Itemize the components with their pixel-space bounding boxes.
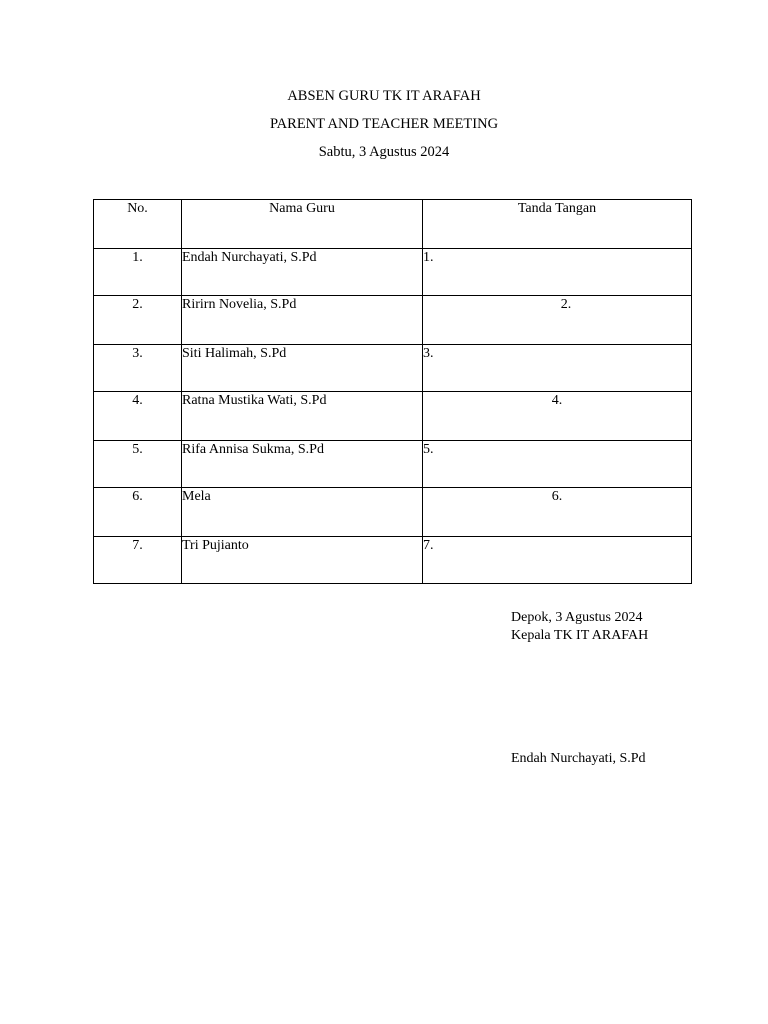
row-no: 4. xyxy=(94,392,182,441)
table-row xyxy=(94,488,692,537)
attendance-table xyxy=(93,199,692,584)
row-no: 3. xyxy=(94,345,182,392)
row-signature: 2. xyxy=(423,296,692,345)
row-name: Rifa Annisa Sukma, S.Pd xyxy=(182,441,423,488)
row-no: 6. xyxy=(94,488,182,537)
table-row xyxy=(94,296,692,345)
document-title: ABSEN GURU TK IT ARAFAH xyxy=(287,88,481,104)
row-signature: 6. xyxy=(423,488,692,537)
signature-signer-name: Endah Nurchayati, S.Pd xyxy=(511,751,646,766)
row-name: Siti Halimah, S.Pd xyxy=(182,345,423,392)
row-no: 5. xyxy=(94,441,182,488)
row-no: 2. xyxy=(94,296,182,345)
header-no: No. xyxy=(94,200,182,249)
header-signature: Tanda Tangan xyxy=(423,200,692,249)
row-signature: 5. xyxy=(423,441,692,488)
header-name: Nama Guru xyxy=(182,200,423,249)
row-name: Tri Pujianto xyxy=(182,537,423,584)
row-name: Mela xyxy=(182,488,423,537)
row-no: 7. xyxy=(94,537,182,584)
table-row xyxy=(94,345,692,392)
signature-place-date: Depok, 3 Agustus 2024 xyxy=(511,610,643,625)
row-signature: 1. xyxy=(423,249,692,296)
row-no: 1. xyxy=(94,249,182,296)
row-name: Ririrn Novelia, S.Pd xyxy=(182,296,423,345)
table-row xyxy=(94,441,692,488)
row-signature: 3. xyxy=(423,345,692,392)
table-header-row xyxy=(94,200,692,249)
document-subtitle: PARENT AND TEACHER MEETING xyxy=(269,116,499,132)
row-signature: 4. xyxy=(423,392,692,441)
signature-position: Kepala TK IT ARAFAH xyxy=(511,628,649,643)
row-name: Endah Nurchayati, S.Pd xyxy=(182,249,423,296)
table-row xyxy=(94,392,692,441)
document-date: Sabtu, 3 Agustus 2024 xyxy=(318,144,450,160)
table-row xyxy=(94,249,692,296)
table-row xyxy=(94,537,692,584)
row-signature: 7. xyxy=(423,537,692,584)
row-name: Ratna Mustika Wati, S.Pd xyxy=(182,392,423,441)
